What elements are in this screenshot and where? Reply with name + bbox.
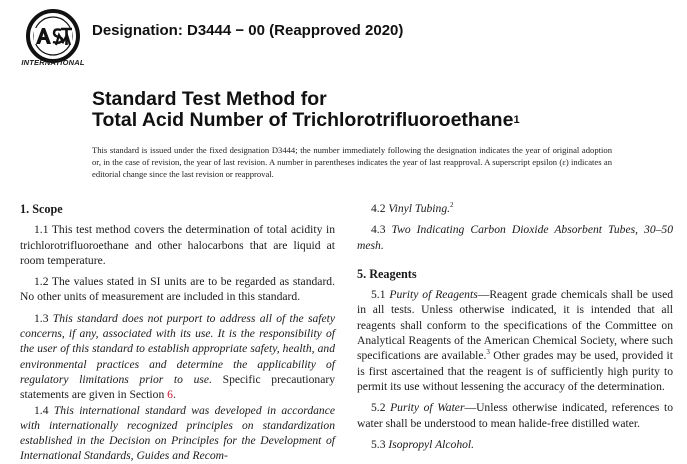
para-4-2: 4.2 Vinyl Tubing.$^2$ [371, 201, 454, 215]
para-5-1: 5.1 Purity of Reagents—Reagent grade chemicals shall be used in all tests. Unless otherwise indicated, it is intended that all reagents shall conform to the specifications of the Committee on Analytical Reagents of the American Chemical Society, where such specifications are available.$^3$ Other grades may be used, provided it is first ascertained that the reagent is of sufficiently high purity to permit its use without lessening the accuracy of the determination. [357, 288, 674, 393]
title-line-1: Standard Test Method for [92, 88, 327, 110]
para-4-3: 4.3 Two Indicating Carbon Dioxide Absorbent Tubes, 30–50 mesh. [357, 223, 674, 252]
title-line-2: Total Acid Number of Trichlorotrifluoroethane$^1$ [92, 109, 520, 131]
section-6-link[interactable]: 6 [167, 388, 173, 402]
title-footnote-mark: 1 [513, 114, 520, 126]
para-5-2: 5.2 Purity of Water—Unless otherwise indicated, references to water shall be understood to mean halide-free distilled water. [357, 401, 673, 430]
right-column [357, 201, 673, 452]
logo-text: INTERNATIONAL [21, 58, 85, 67]
para-1-4: 1.4 This international standard was developed in accordance with internationally recognized principles on standardization established in the Decision on Principles for the Development of International Standards, Guides and Recom- [20, 403, 336, 463]
scope-heading: 1. Scope [20, 202, 63, 216]
issuance-notice: This standard is issued under the fixed designation D3444; the number immediately following the designation indicates the year of original adoption or, in the case of revision, the year of last revision. A number in parentheses indicates the year of last reapproval. A superscript epsilon (ε) indicates an editorial change since the last revision or reapproval. [92, 145, 612, 179]
left-column [20, 202, 335, 464]
para-1-1: 1.1 This test method covers the determination of total acidity in trichlorotrifluoroethane and other halocarbons that are liquid at room temperature. [20, 223, 335, 267]
para-1-3: 1.3 This standard does not purport to address all of the safety concerns, if any, associated with its use. It is the responsibility of the user of this standard to establish appropriate safety, health, and environmental practices and determine the applicability of regulatory limitations prior to use. Specific precautionary statements are given in Section 6. [20, 311, 336, 402]
document-title [92, 89, 520, 134]
footnote-mark-2: 2 [450, 201, 454, 210]
para-5-3: 5.3 Isopropyl Alcohol. [371, 437, 475, 451]
designation: Designation: D3444 − 00 (Reapproved 2020) [92, 22, 404, 39]
reagents-heading: 5. Reagents [357, 266, 417, 281]
para-1-2: 1.2 The values stated in SI units are to be regarded as standard. No other units of measurement are included in this standard. [20, 275, 335, 304]
footnote-mark-3: 3 [486, 348, 490, 357]
